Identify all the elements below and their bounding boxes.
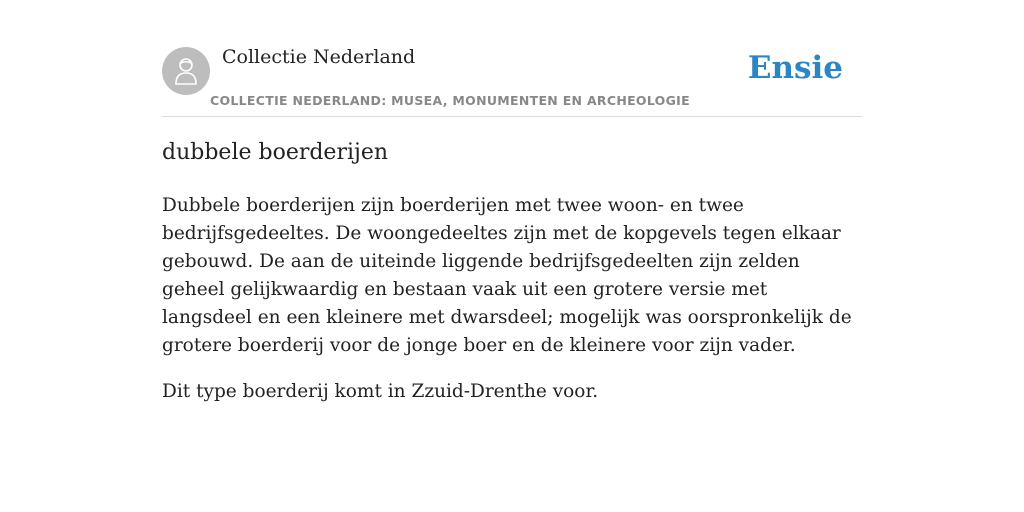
source-label[interactable]: COLLECTIE NEDERLAND: MUSEA, MONUMENTEN EN ARCHEOLOGIE xyxy=(210,93,690,108)
brand-logo[interactable]: Ensie xyxy=(747,50,843,86)
avatar[interactable] xyxy=(162,47,210,95)
article-paragraph: Dubbele boerderijen zijn boerderijen met twee woon- en twee bedrijfsgedeeltes. De woongedeeltes zijn met de kopgevels tegen elkaar gebouwd. De aan de uiteinde liggende bedrijfsgedeelten zijn zelden geheel gelijkwaardig en bestaan vaak uit een grotere versie met langsdeel en een kleinere met dwarsdeel; mogelijk was oorspronkelijk de grotere boerderij voor de jonge boer en de kleinere voor zijn vader. xyxy=(162,195,852,356)
user-icon xyxy=(172,56,200,86)
article-paragraph: Dit type boerderij komt in Zzuid-Drenthe voor. xyxy=(162,381,599,402)
entry-header xyxy=(162,40,862,117)
author-name[interactable]: Collectie Nederland xyxy=(222,46,416,68)
article-body xyxy=(162,192,862,424)
page-title: dubbele boerderijen xyxy=(162,140,389,165)
